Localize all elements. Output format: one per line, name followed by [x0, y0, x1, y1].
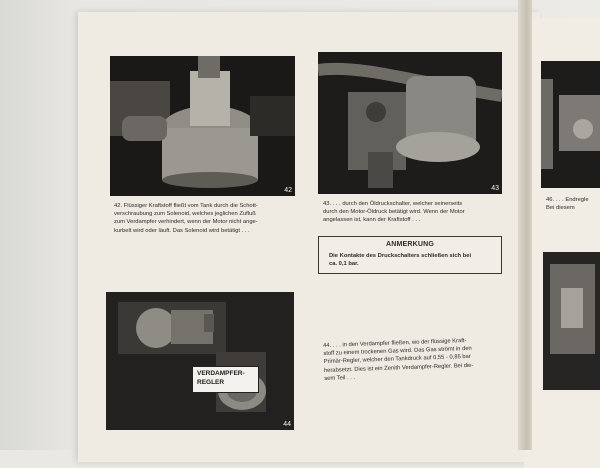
figure-44-photo	[106, 292, 294, 430]
right-lower-photo	[543, 252, 600, 390]
note-title: ANMERKUNG	[385, 241, 435, 248]
regulator-photo-illustration	[106, 292, 294, 430]
figure-number: 42	[284, 187, 292, 194]
figure-number: 44	[283, 421, 291, 428]
figure-42-photo	[110, 56, 295, 196]
inset-label: VERDAMPFER- REGLER	[192, 366, 259, 393]
solenoid-photo-illustration	[110, 56, 295, 196]
paragraph-44: 44. . . . in den Verdampfer fließen, wo der flüssige Kraft- stoff zu einem trockenen Gas wird. Das Gas strömt in den Primär-Regler, welcher den Tankdruck auf 0,55 - 0,85 bar herabsetzt. Dies ist ein Zenith Verdampfer-Regler. Bei die- sem Teil . . .	[323, 337, 474, 382]
figure-46-caption-fragment: 46. . . . Endregle Bei diesem	[546, 197, 589, 212]
note-box	[318, 236, 502, 274]
figure-number: 43	[491, 185, 499, 192]
figure-43-caption: 43. . . . durch den Öldruckschalter, welcher seinerseits durch den Motor-Öldruck betätigt wird. Wenn der Motor angelassen ist, kann der Kraftstoff . . .	[323, 201, 465, 224]
oil-pressure-switch-photo-illustration	[318, 52, 502, 194]
figure-46-photo	[541, 61, 600, 188]
right-lower-photo-illustration	[543, 252, 600, 390]
book-spine	[518, 0, 532, 450]
figure-43-photo	[318, 52, 502, 194]
note-text: Die Kontakte des Druckschalters schließen sich bei ca. 0,1 bar.	[329, 253, 472, 267]
figure-42-caption: 42. Flüssiger Kraftstoff fließt vom Tank durch die Schott- verschraubung zum Solenoid, welches jeglichen Zufluß zum Verdampfer verhindert, wenn der Motor nicht ange- kurbelt wird oder läuft. Das Solenoid wird betätigt . . .	[114, 203, 258, 234]
right-photo-illustration	[541, 61, 600, 188]
